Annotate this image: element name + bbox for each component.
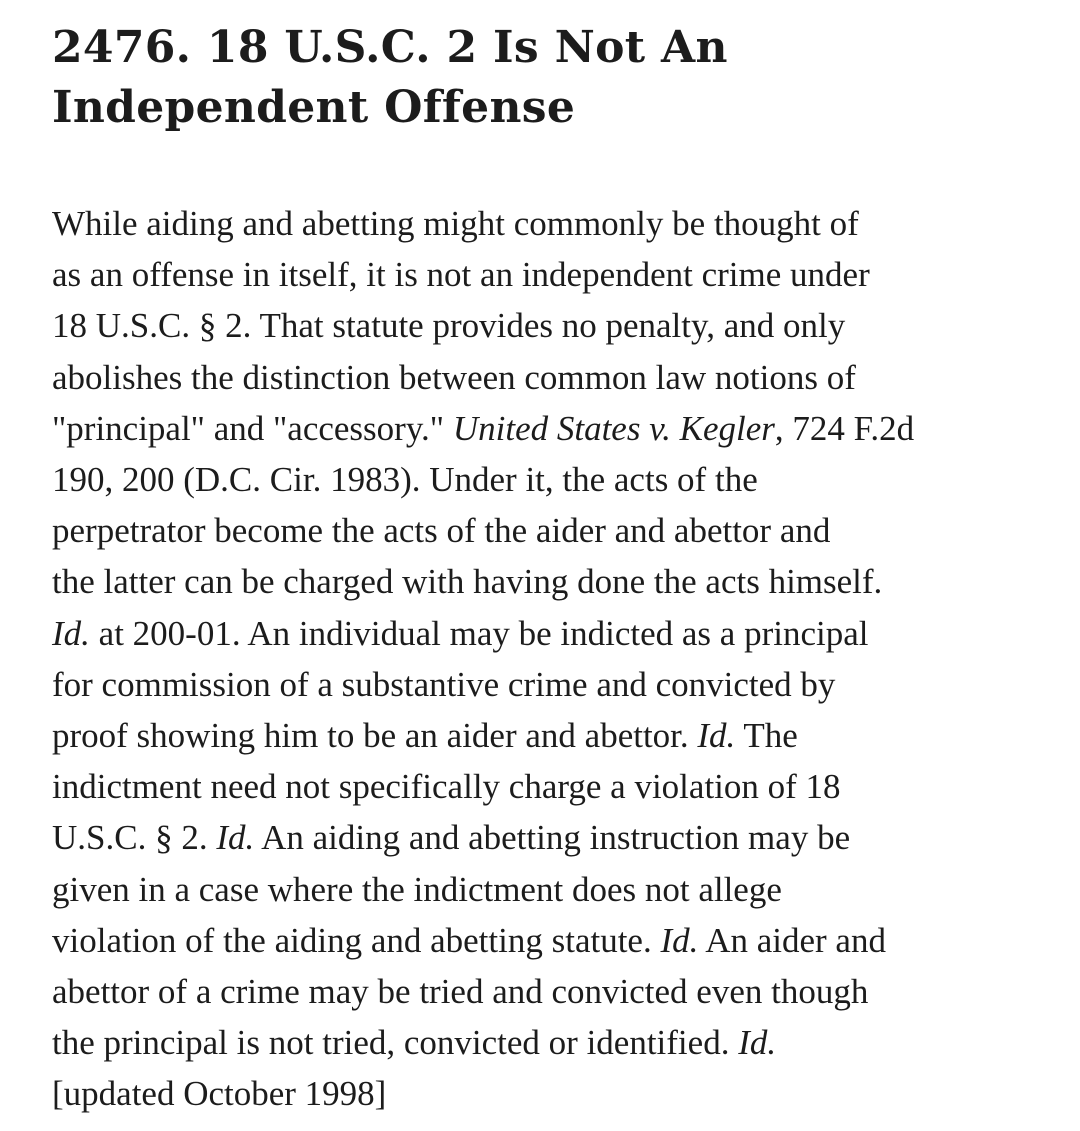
body-line: given in a case where the indictment does not allege (52, 869, 782, 909)
body-text-span: The (735, 716, 798, 756)
article-body (52, 198, 1052, 1120)
body-line: abettor of a crime may be tried and convicted even though (52, 972, 869, 1012)
body-line (52, 812, 1052, 863)
updated-note: [updated October 1998] (52, 1074, 387, 1114)
body-line (52, 608, 1052, 659)
body-line: perpetrator become the acts of the aider and abettor and (52, 511, 831, 551)
body-text-span: proof showing him to be an aider and abettor. (52, 716, 698, 756)
body-text-span: U.S.C. § 2. (52, 818, 217, 858)
body-line (52, 710, 1052, 761)
body-line: indictment need not specifically charge a violation of 18 (52, 767, 841, 807)
body-line: for commission of a substantive crime and convicted by (52, 664, 836, 704)
article (52, 18, 1052, 1120)
body-text-span: "principal" and "accessory." (52, 408, 453, 448)
case-citation: United States v. Kegler (452, 408, 775, 448)
body-text-span: An aiding and abetting instruction may be (254, 818, 851, 858)
body-text-span: An aider and (698, 920, 886, 960)
id-citation: Id. (216, 818, 255, 858)
body-line (52, 915, 1052, 966)
body-line: 18 U.S.C. § 2. That statute provides no penalty, and only (52, 306, 846, 346)
body-line: While aiding and abetting might commonly be thought of (52, 204, 859, 243)
body-line: as an offense in itself, it is not an independent crime under (52, 255, 870, 295)
heading-line-2: Independent Offense (52, 82, 576, 133)
body-text-span: at 200-01. An individual may be indicted as a principal (89, 613, 869, 653)
id-citation: Id. (697, 716, 736, 756)
id-citation: Id. (52, 613, 90, 653)
id-citation: Id. (660, 920, 699, 960)
body-line: the latter can be charged with having done the acts himself. (52, 562, 883, 602)
body-text-span: the principal is not tried, convicted or identified. (52, 1023, 739, 1063)
body-line (52, 1017, 1052, 1068)
body-text-span: , 724 F.2d (774, 408, 915, 448)
body-text-span: violation of the aiding and abetting statute. (52, 920, 661, 960)
heading-line-1: 2476. 18 U.S.C. 2 Is Not An (52, 22, 728, 73)
id-citation: Id. (738, 1023, 777, 1063)
body-line: abolishes the distinction between common law notions of (52, 357, 856, 397)
body-line: 190, 200 (D.C. Cir. 1983). Under it, the acts of the (52, 460, 758, 500)
body-line (52, 403, 1052, 454)
article-heading (52, 18, 1052, 138)
